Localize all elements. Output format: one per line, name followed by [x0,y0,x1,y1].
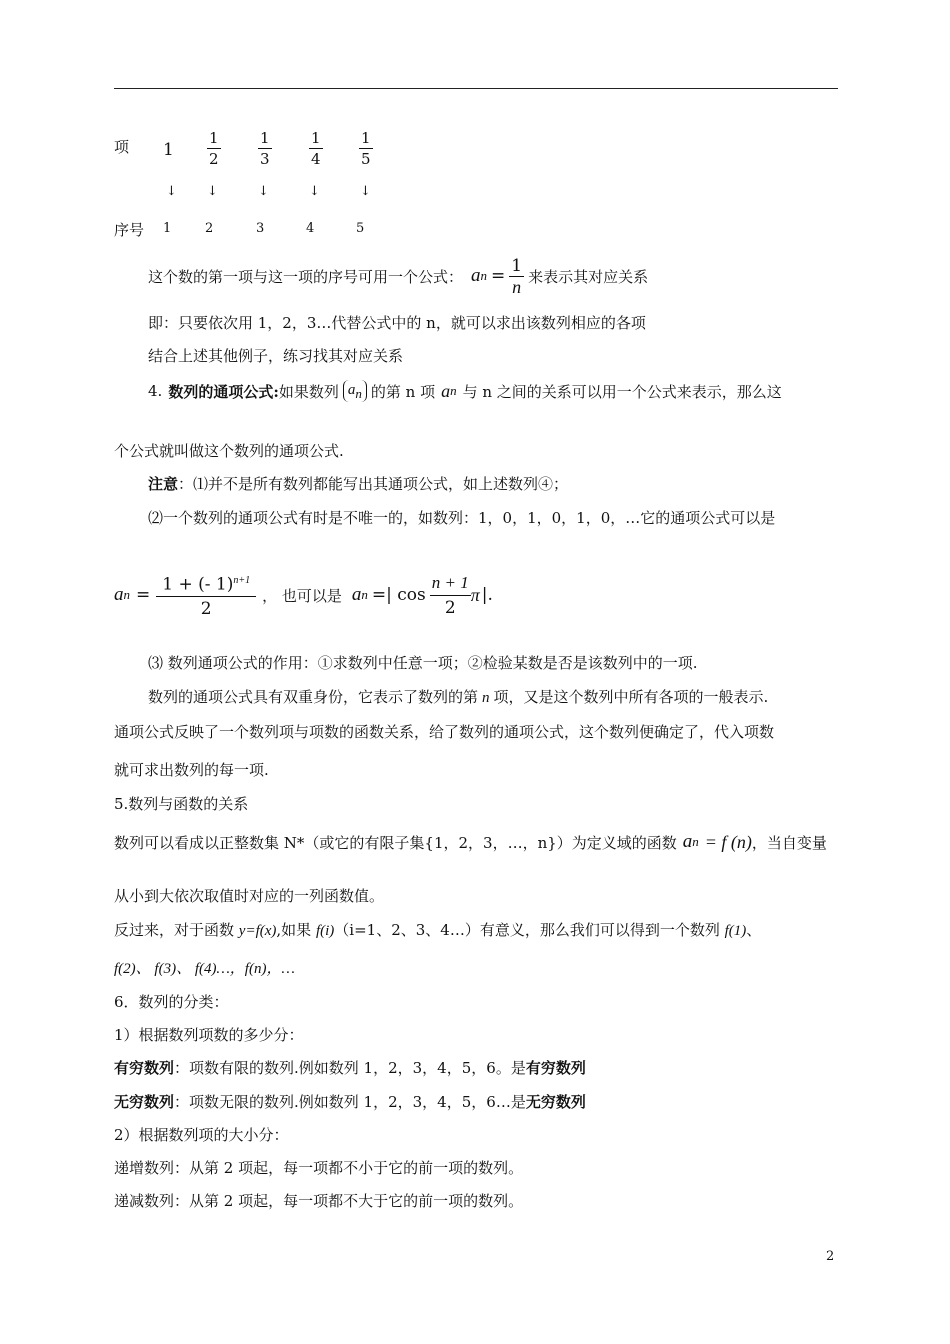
term-label: 有穷数列 [525,1059,586,1077]
text: ：⑴并不是所有数列都能写出其通项公式，如上述数列④； [178,475,569,493]
index-1: 1 [163,221,172,236]
paragraph [114,822,827,862]
paragraph: 1）根据数列项数的多少分： [114,1026,304,1044]
paragraph [114,919,761,940]
arrow-4: ↓ [309,184,320,199]
text: （i=1、2、3、4…）有意义，那么我们可以得到一个数列 [334,921,720,939]
text: 数列可以看成以正整数集 N*（或它的有限子集{1，2，3，…，n}）为定义域的函数 [114,833,677,852]
var-a: a [114,584,124,605]
paragraph: 递增数列：从第 2 项起，每一项都不小于它的前一项的数列。 [114,1159,524,1177]
sub-n: n [450,383,457,398]
function-fn: = f (n) [704,831,752,852]
text: ：项数有限的数列.例如数列 1，2，3，4，5，6。是 [174,1059,526,1077]
var-n: n [482,690,490,706]
term-5: $\frac{1}{5}$ [361,129,371,168]
index-3: 3 [256,221,265,236]
pi: π [470,584,480,605]
var-a: a [351,584,362,605]
arrow-3: ↓ [258,184,269,199]
index-2: 2 [205,221,214,236]
text: 这个数的第一项与这一项的序号可用一个公式： [148,267,464,286]
sequence-notation: $a_n$ [343,380,367,402]
abs-close: |. [481,585,493,605]
paragraph [114,1057,586,1078]
text: 来表示其对应关系 [528,267,649,286]
var-a: a [441,380,451,401]
paragraph: 个公式就叫做这个数列的通项公式. [114,442,344,460]
function-fx: y=f(x) [238,923,277,939]
paragraph [148,686,768,707]
arrow-1: ↓ [166,184,177,199]
term-label: 无穷数列 [525,1093,586,1111]
text: ：项数无限的数列.例如数列 1，2，3，4，5，6…是 [174,1093,526,1111]
fraction-formula-1: $\frac{1 + (- 1)^{n+1}}{2}$ [156,569,256,622]
var-a: a [682,831,693,852]
fraction-formula-2: $\frac{n + 1}{2}$ [431,572,469,618]
text: ，当自变量 [751,833,827,852]
text: 反过来，对于函数 [114,921,235,939]
text: 如果数列 [278,382,339,401]
text: 的第 n 项 [370,382,436,401]
text: 数列的通项公式具有双重身份，它表示了数列的第 [148,688,479,706]
row-label-term: 项 [114,138,130,156]
var-a: a [471,265,481,286]
text: ， 也可以是 [262,586,342,605]
paragraph: 结合上述其他例子，练习找其对应关系 [148,347,404,365]
paragraph: 即：只要依次用 1，2，3…代替公式中的 n，就可以求出该数列相应的各项 [148,314,646,332]
paragraph: 通项公式反映了一个数列项与项数的函数关系，给了数列的通项公式，这个数列便确定了，代入项数 [114,723,775,741]
header-rule [114,88,838,89]
paragraph [114,1091,586,1112]
index-4: 4 [306,221,315,236]
section-6-heading: 6．数列的分类： [114,993,229,1011]
paragraph: 递减数列：从第 2 项起，每一项都不大于它的前一项的数列。 [114,1192,524,1210]
term-2: $\frac{1}{2}$ [209,129,219,168]
note-label: 注意 [148,475,179,493]
paragraph: 2）根据数列项的大小分： [114,1126,289,1144]
sub-n: n [123,587,130,602]
paragraph: ⑵一个数列的通项公式有时是不唯一的，如数列：1，0，1，0，1，0，…它的通项公式可以是 [148,509,776,527]
paragraph: ⑶ 数列通项公式的作用：①求数列中任意一项；②检验某数是否是该数列中的一项. [148,654,698,672]
function-f1: f(1) [724,923,747,939]
abs-cos: =| cos [371,585,426,605]
sub-n: n [361,587,368,602]
arrow-2: ↓ [207,184,218,199]
text: ,如果 [276,921,312,939]
note-line [148,473,568,494]
text: 、 [746,921,762,939]
paragraph: 就可求出数列的每一项. [114,761,269,779]
term-4: $\frac{1}{4}$ [311,129,321,168]
index-5: 5 [356,221,365,236]
paragraph: f(2)、 f(3)、 f(4)…，f(n)，… [114,961,295,977]
page-number: 2 [826,1249,835,1264]
section-title: 数列的通项公式: [168,382,279,401]
text: 项，又是这个数列中所有各项的一般表示. [493,688,769,706]
equals: = [491,266,506,286]
section-5-heading: 5.数列与函数的关系 [114,795,249,813]
equals: = [136,585,151,605]
row-label-index: 序号 [114,221,145,239]
term-3: $\frac{1}{3}$ [260,129,270,168]
section-number: 4. [148,382,163,400]
fraction-1-over-n: $\frac{1}{n}$ [511,255,523,297]
sub-n: n [480,268,488,283]
arrow-5: ↓ [360,184,371,199]
formula-line [148,254,648,298]
section-4-heading-line [148,376,782,406]
term-label: 无穷数列 [114,1093,175,1111]
sub-n: n [692,834,699,849]
term-1: 1 [163,140,174,160]
function-fi: f(i) [315,923,335,939]
term-label: 有穷数列 [114,1059,175,1077]
text: 与 n 之间的关系可以用一个公式来表示，那么这 [462,382,782,401]
paragraph: 从小到大依次取值时对应的一列函数值。 [114,887,385,905]
formula-pair [114,560,493,630]
